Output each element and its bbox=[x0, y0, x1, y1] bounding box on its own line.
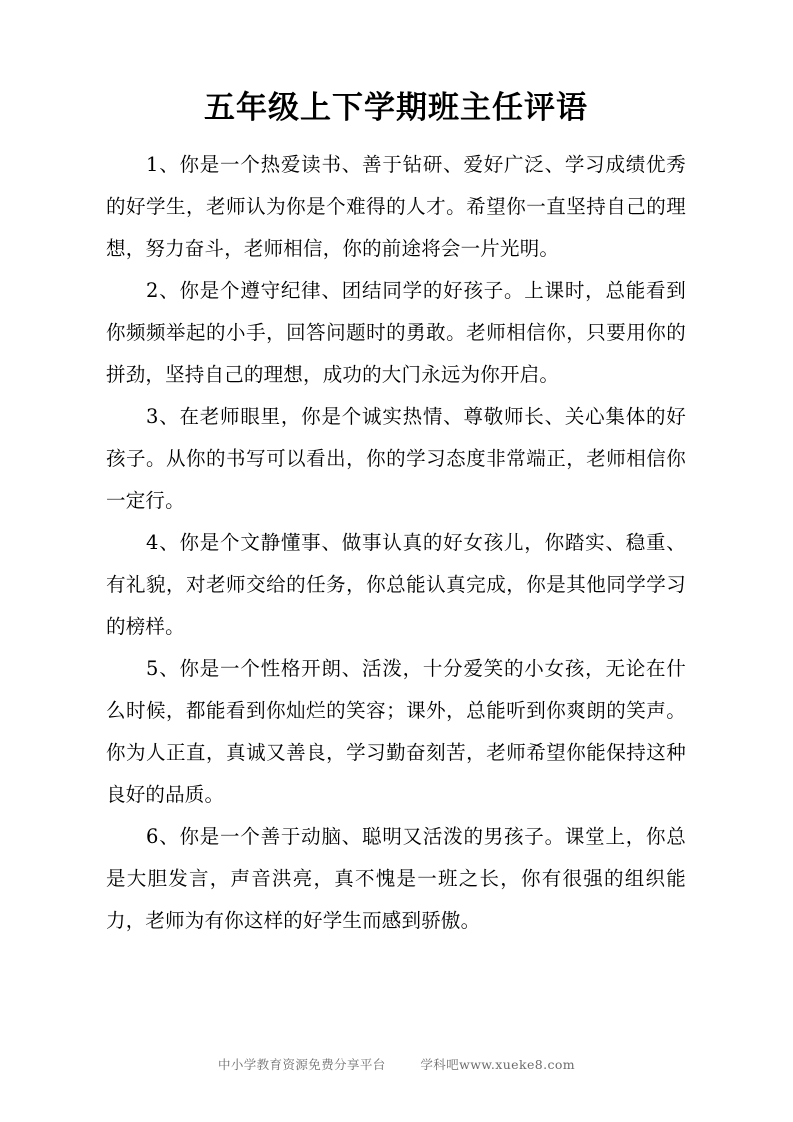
footer-left-text: 中小学教育资源免费分享平台 bbox=[217, 1057, 386, 1072]
paragraph-6: 6、你是一个善于动脑、聪明又活泼的男孩子。课堂上，你总是大胆发言，声音洪亮，真不愧是一班之长，你有很强的组织能力，老师为有你这样的好学生而感到骄傲。 bbox=[106, 824, 686, 932]
paragraph-5: 5、你是一个性格开朗、活泼，十分爱笑的小女孩，无论在什么时候，都能看到你灿烂的笑容；课外，总能听到你爽朗的笑声。你为人正直，真诚又善良，学习勤奋刻苦，老师希望你能保持这种良好的品质。 bbox=[106, 656, 686, 806]
paragraph-4: 4、你是个文静懂事、做事认真的好女孩儿，你踏实、稳重、有礼貌，对老师交给的任务，你总能认真完成，你是其他同学学习的榜样。 bbox=[106, 530, 686, 638]
footer-right-text: 学科吧www.xueke8.com bbox=[420, 1057, 576, 1072]
page-title: 五年级上下学期班主任评语 bbox=[204, 90, 588, 126]
paragraph-1: 1、你是一个热爱读书、善于钻研、爱好广泛、学习成绩优秀的好学生，老师认为你是个难得的人才。希望你一直坚持自己的理想，努力奋斗，老师相信，你的前途将会一片光明。 bbox=[106, 152, 686, 260]
document-body bbox=[106, 88, 686, 942]
paragraph-2: 2、你是个遵守纪律、团结同学的好孩子。上课时，总能看到你频频举起的小手，回答问题时的勇敢。老师相信你，只要用你的拼劲，坚持自己的理想，成功的大门永远为你开启。 bbox=[106, 278, 686, 386]
paragraph-3: 3、在老师眼里，你是个诚实热情、尊敬师长、关心集体的好孩子。从你的书写可以看出，你的学习态度非常端正，老师相信你一定行。 bbox=[106, 404, 686, 512]
page-footer bbox=[0, 1055, 793, 1073]
